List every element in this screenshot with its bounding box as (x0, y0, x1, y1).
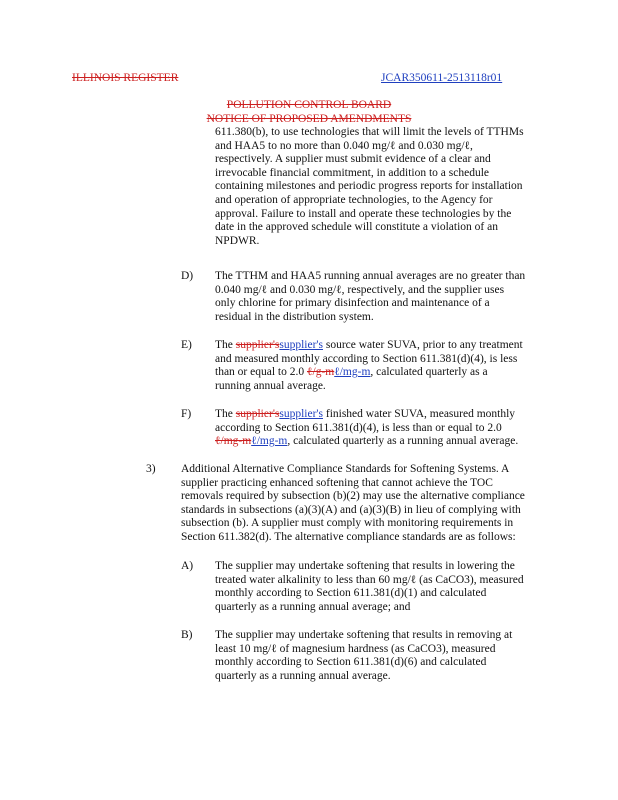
text-line: removals required by subsection (b)(2) may use the alternative compliance (181, 490, 525, 503)
text-line: and measured monthly according to Section 611.381(d)(4), is less (215, 352, 518, 365)
text-line (215, 366, 523, 380)
text-line (215, 339, 523, 353)
text-line: The TTHM and HAA5 running annual averages are no greater than (215, 270, 526, 282)
text-line (215, 408, 518, 422)
text-line: quarterly as a running annual average; and (215, 600, 411, 613)
deleted-text: supplier's (235, 408, 280, 420)
item-f-marker: F) (181, 408, 192, 420)
text-line: irrevocable financial commitment, in addition to a schedule (215, 166, 489, 179)
text-line: treated water alkalinity to less than 60 mg/ℓ (as CaCO3), measured (215, 573, 524, 586)
text-line: approval. Failure to install and operate these technologies by the (215, 207, 512, 220)
text-line: containing milestones and periodic progress reports for installation (215, 180, 523, 193)
item-d-text (215, 270, 525, 324)
text-line: standards in subsections (a)(3)(A) and (a)(3)(B) in lieu of complying with (181, 503, 521, 516)
text-line: The supplier may undertake softening that results in lowering the (215, 560, 515, 572)
text-line: quarterly as a running annual average. (215, 669, 391, 682)
text-run: than or equal to 2.0 (215, 366, 307, 379)
text-run: The (215, 408, 236, 420)
text-line: monthly according to Section 611.381(d)(1) and calculated (215, 587, 487, 600)
inserted-text: ℓ/mg-m (251, 435, 288, 448)
text-line: 0.040 mg/ℓ and 0.030 mg/ℓ, respectively, and the supplier uses (215, 283, 505, 296)
item-3a-marker: A) (181, 560, 194, 572)
continuation-paragraph (215, 126, 524, 248)
text-line: The supplier may undertake softening that results in removing at (215, 629, 513, 641)
text-line: supplier practicing enhanced softening that cannot achieve the TOC (181, 476, 493, 489)
item-3-marker: 3) (146, 463, 156, 475)
text-line: Additional Alternative Compliance Standards for Softening Systems. A (181, 463, 510, 475)
inserted-text: ℓ/mg-m (334, 366, 371, 379)
text-line (215, 435, 518, 449)
text-line: least 10 mg/ℓ of magnesium hardness (as CaCO3), measured (215, 642, 496, 655)
text-line: running annual average. (215, 379, 326, 392)
register-header: ILLINOIS REGISTER (72, 72, 179, 84)
text-run: , calculated quarterly as a (370, 366, 488, 379)
text-line: 611.380(b), to use technologies that will limit the levels of TTHMs (215, 126, 524, 138)
text-line: residual in the distribution system. (215, 310, 374, 323)
text-line: monthly according to Section 611.381(d)(6) and calculated (215, 656, 487, 669)
notice-title: NOTICE OF PROPOSED AMENDMENTS (206, 113, 412, 125)
text-line: and operation of appropriate technologies, to the Agency for (215, 193, 493, 206)
item-3-text (181, 463, 525, 545)
deleted-text: ℓ/mg-m (215, 435, 252, 448)
text-run: , calculated quarterly as a running annual average. (287, 435, 519, 448)
text-line: subsection (b). A supplier must comply with monitoring requirements in (181, 517, 514, 530)
item-d-marker: D) (181, 270, 194, 282)
document-id: JCAR350611-2513118r01 (381, 72, 503, 84)
text-line: respectively. A supplier must submit evidence of a clear and (215, 153, 491, 166)
text-line: date in the approved schedule will constitute a violation of an (215, 221, 498, 234)
item-e-marker: E) (181, 339, 192, 351)
item-3b-marker: B) (181, 629, 193, 641)
text-line: Section 611.382(d). The alternative compliance standards are as follows: (181, 530, 516, 543)
text-line: only chlorine for primary disinfection and maintenance of a (215, 297, 490, 310)
text-run: finished water SUVA, measured monthly (322, 408, 516, 420)
deleted-text: supplier's (235, 339, 280, 351)
text-line: according to Section 611.381(d)(4), is less than or equal to 2.0 (215, 421, 502, 434)
text-line: NPDWR. (215, 234, 260, 247)
item-f-text (215, 408, 518, 449)
deleted-text: ℓ/g-m (306, 366, 335, 379)
agency-title: POLLUTION CONTROL BOARD (226, 99, 392, 111)
text-run: The (215, 339, 236, 351)
text-line: and HAA5 to no more than 0.040 mg/ℓ and 0.030 mg/ℓ, (215, 139, 473, 152)
inserted-text: supplier's (279, 339, 323, 351)
item-3a-text (215, 560, 524, 614)
item-3b-text (215, 629, 512, 683)
inserted-text: supplier's (279, 408, 323, 420)
item-e-text (215, 339, 523, 393)
text-run: source water SUVA, prior to any treatment (322, 339, 523, 351)
